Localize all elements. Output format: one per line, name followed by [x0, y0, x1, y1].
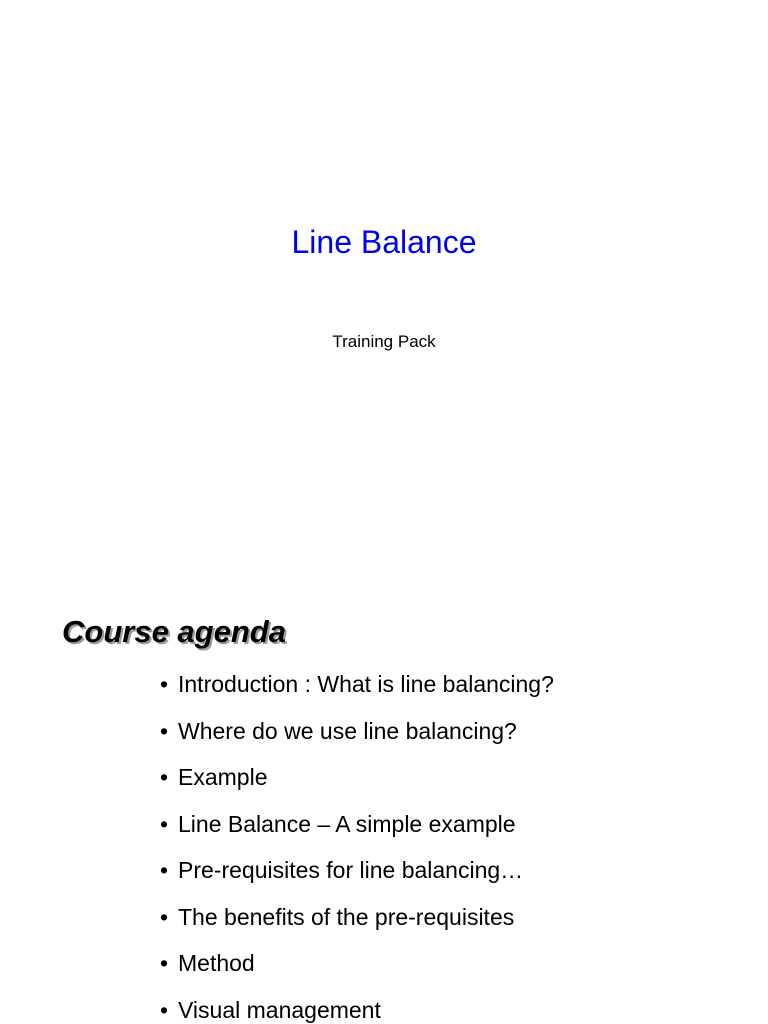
agenda-item: [160, 763, 554, 810]
bullet-icon: •: [160, 857, 169, 883]
bullet-icon: •: [160, 903, 169, 930]
agenda-item-text: Pre-requisites for line balancing…: [178, 857, 524, 883]
bullet-icon: •: [160, 950, 169, 976]
agenda-item-text: Visual management: [178, 996, 381, 1023]
bullet-icon: •: [160, 717, 169, 744]
agenda-item-text: Where do we use line balancing?: [178, 717, 517, 744]
agenda-item: [160, 717, 554, 764]
agenda-item-text: The benefits of the pre-requisites: [178, 903, 515, 930]
agenda-item: [160, 903, 554, 950]
agenda-item-text: Line Balance – A simple example: [178, 810, 516, 837]
agenda-item: [160, 856, 554, 903]
agenda-item-text: Example: [178, 764, 268, 790]
agenda-item-text: Introduction : What is line balancing?: [178, 671, 554, 697]
bullet-icon: •: [160, 810, 169, 837]
agenda-list: [160, 670, 554, 1024]
bullet-icon: •: [160, 996, 169, 1023]
agenda-item: [160, 670, 554, 717]
slide-subtitle: Training Pack: [332, 332, 436, 351]
bullet-icon: •: [160, 671, 169, 697]
slide-title: Line Balance: [291, 224, 477, 260]
agenda-item: [160, 949, 554, 996]
agenda-item-text: Method: [178, 950, 255, 976]
agenda-heading: Course agenda: [62, 614, 286, 649]
bullet-icon: •: [160, 764, 169, 790]
agenda-item: [160, 810, 554, 857]
agenda-item: [160, 996, 554, 1024]
